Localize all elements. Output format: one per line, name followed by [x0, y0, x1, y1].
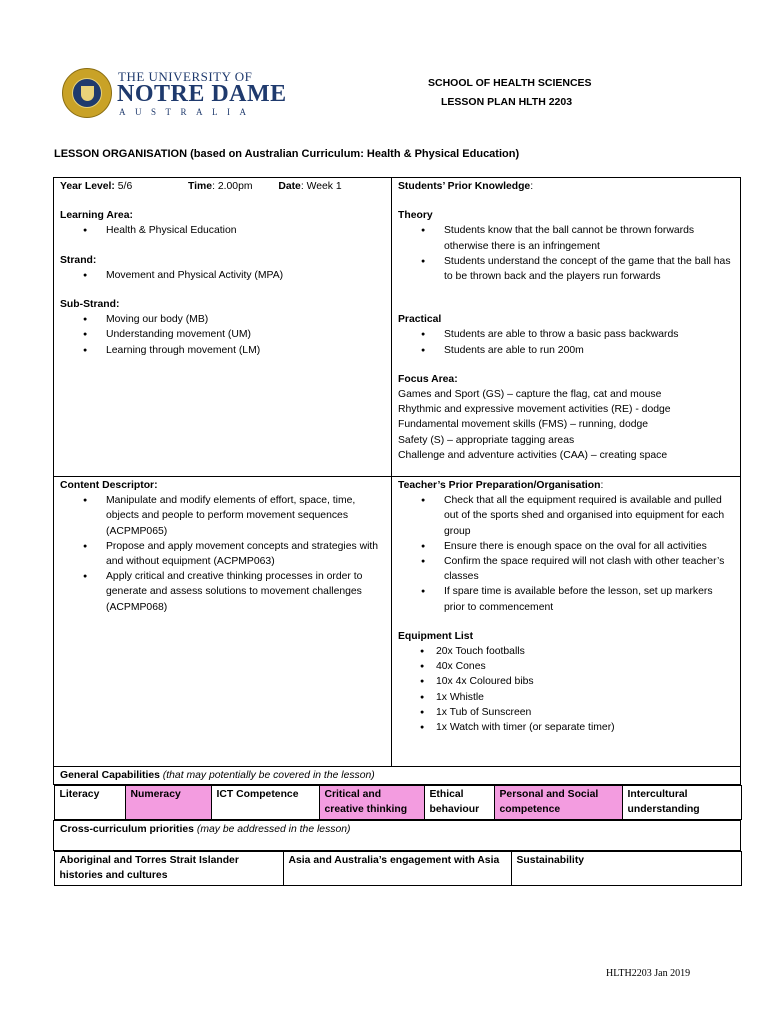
list-item: ● Ensure there is enough space on the oval for all activities — [444, 539, 734, 554]
equipment-list-label: Equipment List — [398, 630, 474, 642]
general-capabilities-heading-cell — [54, 767, 741, 785]
time-value: : 2.00pm — [212, 181, 253, 192]
teacher-preparation-list — [398, 493, 734, 615]
general-capabilities-label: General Capabilities — [60, 770, 160, 781]
lesson-plan-title: LESSON PLAN HLTH 2203 — [441, 96, 573, 108]
capability-ict-competence: ICT Competence — [211, 786, 319, 819]
time-label: Time — [188, 181, 213, 192]
list-item: ● Students know that the ball cannot be thrown forwards otherwise there is an infringement — [444, 223, 734, 253]
list-item: ● 1x Tub of Sunscreen — [436, 705, 734, 720]
practical-list — [398, 327, 734, 357]
table-row — [54, 850, 741, 886]
practical-label: Practical — [398, 314, 442, 326]
cross-curriculum-note: (may be addressed in the lesson) — [193, 823, 351, 835]
cross-curriculum-row — [54, 850, 741, 886]
university-logo — [62, 68, 287, 120]
equipment-list — [398, 644, 734, 735]
list-item: ● 1x Whistle — [436, 690, 734, 705]
capability-personal-social-competence: Personal and Social competence — [494, 786, 622, 819]
general-capabilities-table — [54, 785, 742, 819]
teacher-preparation-label: Teacher’s Prior Preparation/Organisation — [398, 480, 601, 491]
footer-code: HLTH2203 Jan 2019 — [606, 968, 691, 979]
list-item: ● If spare time is available before the lesson, set up markers prior to commencement — [444, 584, 734, 614]
list-item: ● Apply critical and creative thinking processes in order to generate and assess solutions to movement challenges (ACPMP068) — [106, 569, 385, 615]
priority-asia-engagement: Asia and Australia’s engagement with Asia — [283, 851, 511, 885]
university-seal-icon — [62, 68, 112, 118]
list-item: ● Confirm the space required will not clash with other teacher’s classes — [444, 554, 734, 584]
general-capabilities-note: (that may potentially be covered in the lesson) — [159, 770, 375, 781]
teacher-preparation-cell — [392, 477, 741, 767]
priority-aboriginal-torres-strait: Aboriginal and Torres Strait Islander histories and cultures — [54, 851, 283, 885]
list-item: ● Propose and apply movement concepts and strategies with and without equipment (ACPMP063) — [106, 539, 385, 569]
content-descriptor-label: Content Descriptor: — [60, 480, 158, 491]
list-item: ● Students are able to run 200m — [444, 343, 734, 358]
teacher-preparation-heading — [398, 478, 734, 493]
list-item: ● Manipulate and modify elements of effort, space, time, objects and people to perform movement sequences (ACPMP065) — [106, 493, 385, 539]
general-capabilities-row — [54, 785, 741, 820]
capability-critical-creative-thinking: Critical and creative thinking — [319, 786, 424, 819]
content-descriptor-cell — [54, 477, 392, 767]
list-item: ● Understanding movement (UM) — [106, 327, 385, 342]
list-item: ● Students are able to throw a basic pass backwards — [444, 327, 734, 342]
lesson-details-cell — [54, 178, 392, 477]
priority-sustainability: Sustainability — [511, 851, 741, 885]
focus-line: Games and Sport (GS) – capture the flag, cat and mouse — [398, 389, 662, 401]
year-level-value: 5/6 — [114, 181, 133, 192]
list-item: ● 10x 4x Coloured bibs — [436, 674, 734, 689]
logo-line-2: NOTRE DAME — [117, 81, 287, 107]
substrand-list — [60, 312, 385, 358]
year-time-date-line — [60, 179, 385, 194]
list-item: ● 20x Touch footballs — [436, 644, 734, 659]
logo-line-1: THE UNIVERSITY OF — [118, 69, 253, 84]
learning-area-label: Learning Area: — [60, 210, 133, 222]
list-item: ● Movement and Physical Activity (MPA) — [106, 268, 385, 283]
learning-area-list — [60, 223, 385, 238]
document-title: LESSON ORGANISATION (based on Australian Curriculum: Health & Physical Education) — [54, 148, 520, 160]
date-label: Date — [278, 181, 301, 192]
date-value: : Week 1 — [300, 181, 342, 192]
focus-line: Safety (S) – appropriate tagging areas — [398, 434, 575, 446]
substrand-label: Sub-Strand: — [60, 299, 120, 311]
cross-curriculum-heading-cell — [54, 820, 741, 850]
capability-intercultural-understanding: Intercultural understanding — [622, 786, 741, 819]
focus-line: Rhythmic and expressive movement activities (RE) - dodge — [398, 404, 671, 416]
strand-label: Strand: — [60, 254, 97, 266]
list-item: ● Moving our body (MB) — [106, 312, 385, 327]
prior-knowledge-label: Students’ Prior Knowledge — [398, 181, 531, 192]
lesson-organisation-table — [53, 177, 741, 886]
table-row — [54, 178, 741, 477]
cross-curriculum-table — [54, 851, 742, 886]
logo-line-3: AUSTRALIA — [119, 107, 256, 117]
content-descriptor-list — [60, 493, 385, 615]
list-item: ● Learning through movement (LM) — [106, 343, 385, 358]
list-item: ● 40x Cones — [436, 659, 734, 674]
capability-literacy: Literacy — [54, 786, 125, 819]
prior-knowledge-cell — [392, 178, 741, 477]
list-item: ● Students understand the concept of the game that the ball has to be thrown back and the players run forwards — [444, 254, 734, 284]
focus-area-label: Focus Area: — [398, 373, 458, 385]
table-row — [54, 785, 741, 820]
theory-list — [398, 223, 734, 284]
year-level-label: Year Level: — [60, 181, 115, 192]
capability-numeracy: Numeracy — [125, 786, 211, 819]
table-row — [54, 767, 741, 785]
prior-knowledge-heading — [398, 179, 734, 194]
list-item: ● Health & Physical Education — [106, 223, 385, 238]
teacher-preparation-colon: : — [600, 480, 604, 491]
cross-curriculum-label: Cross-curriculum priorities — [60, 823, 194, 835]
strand-list — [60, 268, 385, 283]
prior-knowledge-colon: : — [530, 181, 534, 192]
capability-ethical-behaviour: Ethical behaviour — [424, 786, 494, 819]
list-item: ● 1x Watch with timer (or separate timer) — [436, 720, 734, 735]
school-name: SCHOOL OF HEALTH SCIENCES — [428, 77, 592, 89]
theory-label: Theory — [398, 210, 433, 222]
table-row — [54, 820, 741, 850]
focus-line: Challenge and adventure activities (CAA) – creating space — [398, 449, 668, 461]
table-row — [54, 477, 741, 767]
list-item: ● Check that all the equipment required is available and pulled out of the sports shed and organised into equipment for each group — [444, 493, 734, 539]
focus-line: Fundamental movement skills (FMS) – running, dodge — [398, 419, 649, 431]
